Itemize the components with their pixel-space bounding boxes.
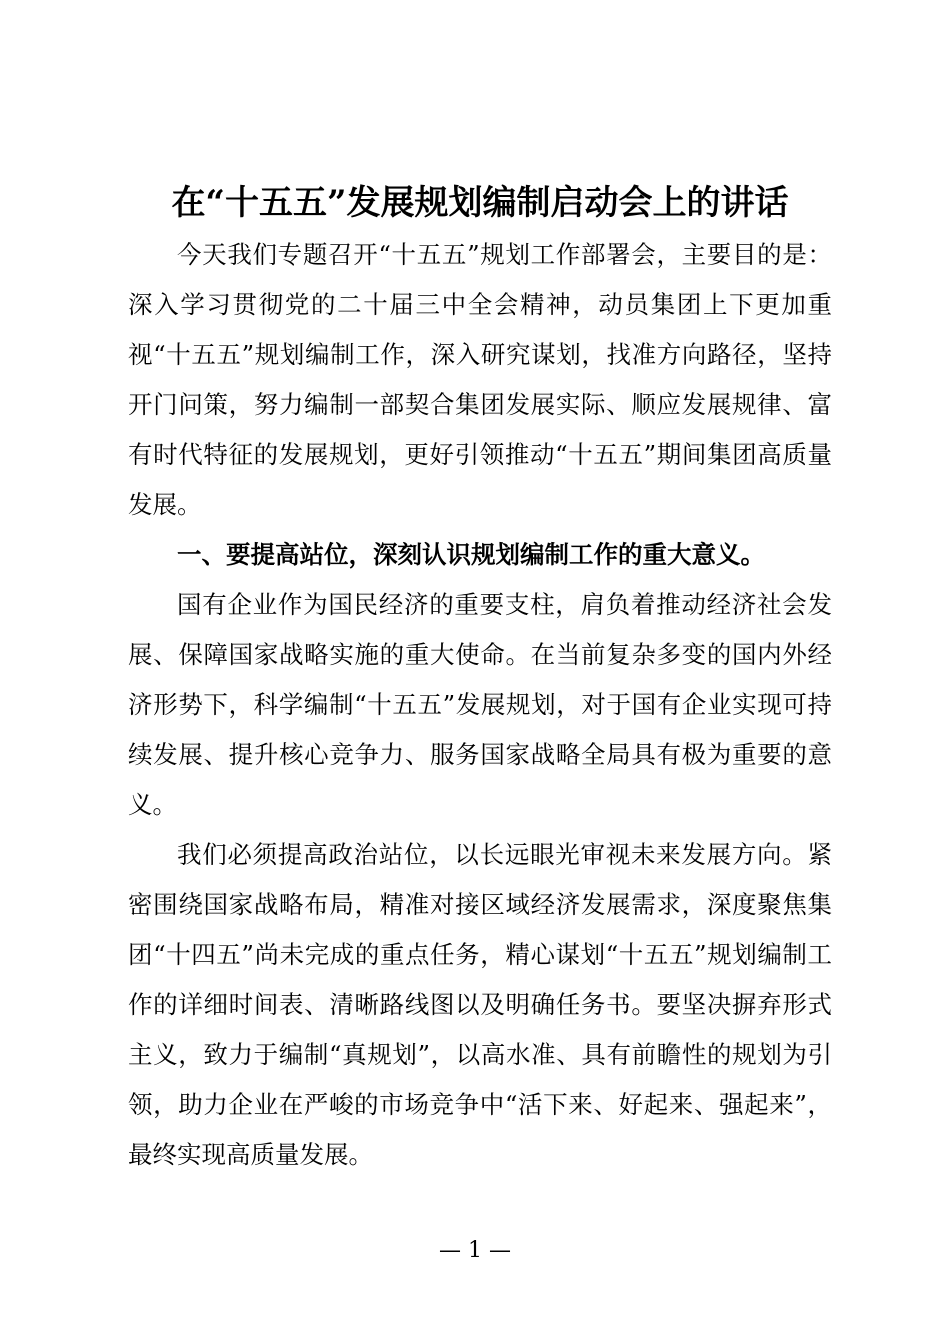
paragraph-political-standing: 我们必须提高政治站位，以长远眼光审视未来发展方向。紧密围绕国家战略布局，精准对接区域经济发展需求，深度聚焦集团“十四五”尚未完成的重点任务，精心谋划“十五五”规划编制工作的详细时间表、清晰路线图以及明确任务书。要坚决摒弃形式主义，致力于编制“真规划”，以高水准、具有前瞻性的规划为引领，助力企业在严峻的市场竞争中“活下来、好起来、强起来”，最终实现高质量发展。 <box>128 840 832 1169</box>
paragraph-state-enterprise: 国有企业作为国民经济的重要支柱，肩负着推动经济社会发展、保障国家战略实施的重大使命。在当前复杂多变的国内外经济形势下，科学编制“十五五”发展规划，对于国有企业实现可持续发展、提升核心竞争力、服务国家战略全局具有极为重要的意义。 <box>128 590 832 819</box>
document-body <box>128 230 832 1180</box>
paragraph-intro: 今天我们专题召开“十五五”规划工作部署会，主要目的是：深入学习贯彻党的二十届三中全会精神，动员集团上下更加重视“十五五”规划编制工作，深入研究谋划，找准方向路径，坚持开门问策，努力编制一部契合集团发展实际、顺应发展规律、富有时代特征的发展规划，更好引领推动“十五五”期间集团高质量发展。 <box>128 240 832 519</box>
document-title: 在“十五五”发展规划编制启动会上的讲话 <box>171 183 789 223</box>
section-heading-1: 一、要提高站位，深刻认识规划编制工作的重大意义。 <box>177 540 765 569</box>
page-number: — 1 — <box>439 1238 511 1263</box>
